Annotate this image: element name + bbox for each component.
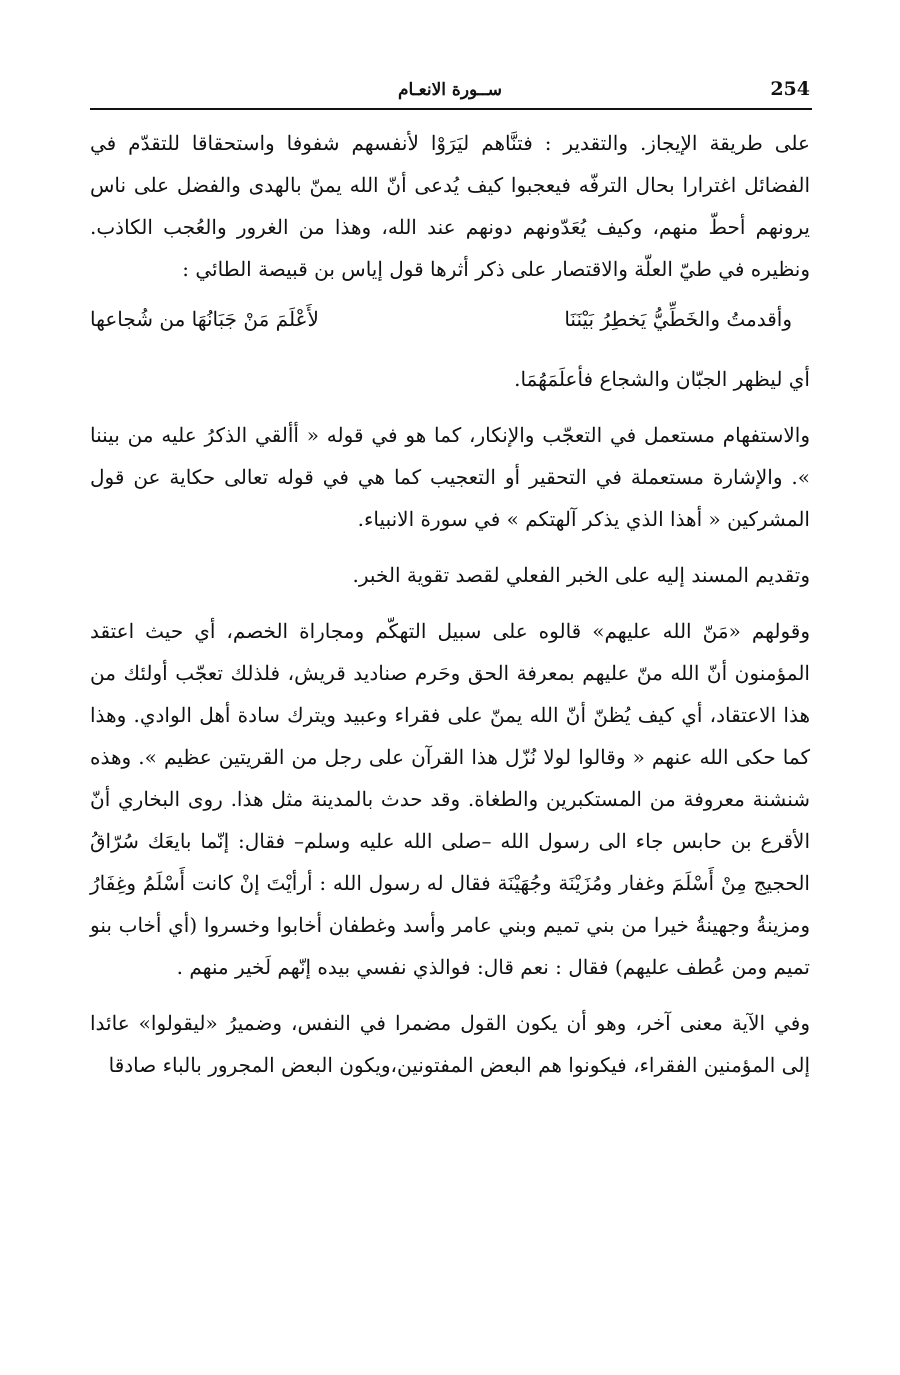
poem-second-hemistich: لأَعْلَمَ مَنْ جَبَانُهَا من شُجاعها	[90, 307, 319, 331]
header-divider	[90, 108, 812, 110]
paragraph-4: وتقديم المسند إليه على الخبر الفعلي لقصد تقوية الخبر.	[352, 563, 810, 587]
poem-first-hemistich: وأقدمتُ والخَطِّيُّ يَخطِرُ بَيْنَنَا	[564, 307, 792, 331]
paragraph-6: وفي الآية معنى آخر، وهو أن يكون القول مضمرا في النفس، وضميرُ «ليقولوا» عائدا إلى المؤمنين الفقراء، فيكونوا هم البعض المفتونين،ويكون البعض المجرور بالباء صادقا	[90, 1011, 810, 1077]
surah-title: ســورة الانعـام	[397, 80, 503, 100]
page-number: 254	[770, 78, 810, 100]
paragraph-2: أي ليظهر الجبّان والشجاع فأعلَمَهُمَا.	[514, 367, 810, 391]
paragraph-1: على طريقة الإيجاز. والتقدير : فتنَّاهم ليَرَوْا لأنفسهم شفوفا واستحقاقا للتقدّم في الفضائل اغترارا بحال الترفّه فيعجبوا كيف يُدعى أنّ الله يمنّ بالهدى والفضل على ناس يرونهم أحطّ منهم، وكيف يُعَدّونهم دونهم عند الله، وهذا من الغرور والعُجب الكاذب. ونظيره في طيّ العلّة والاقتصار على ذكر أثرها قول إياس بن قبيصة الطائي :	[90, 131, 810, 281]
page-header	[88, 78, 812, 104]
page-body	[90, 122, 810, 1086]
paragraph-3: والاستفهام مستعمل في التعجّب والإنكار، كما هو في قوله « أألقي الذكرُ عليه من بيننا ». والإشارة مستعملة في التحقير أو التعجيب كما هي في قوله تعالى حكاية عن قول المشركين « أهذا الذي يذكر آلهتكم » في سورة الانبياء.	[90, 423, 810, 531]
poem-verse	[90, 298, 810, 340]
paragraph-5: وقولهم «مَنّ الله عليهم» قالوه على سبيل التهكّم ومجاراة الخصم، أي حيث اعتقد المؤمنون أنّ الله منّ عليهم بمعرفة الحق وحَرم صناديد قريش، فلذلك تعجّب أولئك من هذا الاعتقاد، أي كيف يُظنّ أنّ الله يمنّ على فقراء وعبيد ويترك سادة أهل الوادي. وهذا كما حكى الله عنهم « وقالوا لولا نُزّل هذا القرآن على رجل من القريتين عظيم ». وهذه شنشنة معروفة من المستكبرين والطغاة. وقد حدث بالمدينة مثل هذا. روى البخاري أنّ الأقرع بن حابس جاء الى رسول الله –صلى الله عليه وسلم– فقال: إنّما بايعَك سُرّاقُ الحجيج مِنْ أَسْلَمَ وغفار ومُزَيْنَة وجُهَيْنَة فقال له رسول الله : أرأيْتَ إنْ كانت أَسْلَمُ وغِفَارُ ومزينةُ وجهينةُ خيرا من بني تميم وبني عامر وأسد وغطفان أخابوا وخسروا (أي أخاب بنو تميم ومن عُطف عليهم) فقال : نعم قال: فوالذي نفسي بيده إنّهم لَخير منهم .	[90, 619, 810, 979]
